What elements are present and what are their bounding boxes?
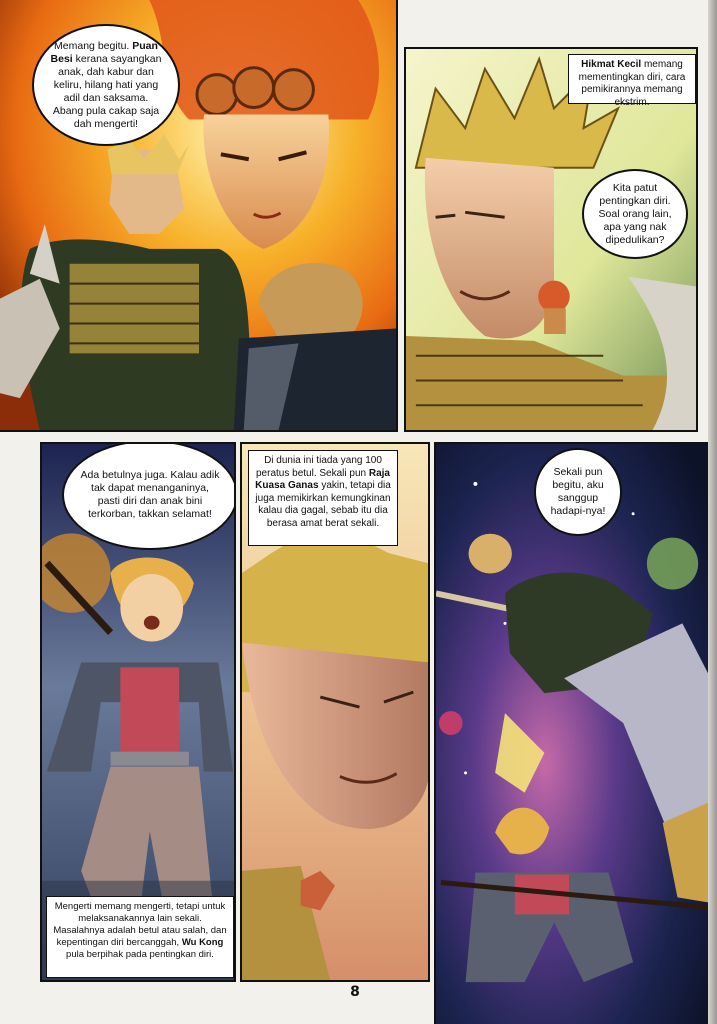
caption-text-part: pula berpihak pada pentingkan diri. <box>66 949 214 960</box>
panel-2 <box>404 47 698 432</box>
panel-2-caption <box>568 54 696 108</box>
caption-text: memang mementingkan diri, cara pemikirannya memang ekstrim. <box>578 59 686 108</box>
panel-1-speech-bubble <box>32 24 180 146</box>
caption-text-part: Di dunia ini tiada yang 100 peratus betul. Sekali pun <box>256 455 382 479</box>
panel-3-caption <box>46 896 234 978</box>
bubble-text: Kita patut pentingkan diri. Soal orang lain, apa yang nak dipedulikan? <box>598 181 672 246</box>
scan-edge <box>708 0 717 1024</box>
bubble-text-part: Memang begitu. <box>54 39 130 52</box>
character-name: Puan Besi <box>50 39 158 65</box>
character-name: Raja Kuasa Ganas <box>255 467 390 491</box>
panel-5-speech-bubble <box>534 448 622 536</box>
bubble-text-part: kerana sayangkan anak, dah kabur dan keliru, hilang hati yang adil dan saksama. Abang pula cakap saja dah mengerti! <box>52 52 162 130</box>
character-name: Wu Kong <box>181 937 224 948</box>
panel-3-speech-bubble <box>62 442 236 550</box>
page-number: 8 <box>350 984 360 1000</box>
panel-1 <box>0 0 398 432</box>
panel-2-speech-bubble <box>582 169 688 259</box>
panel-4-caption <box>248 450 398 546</box>
caption-text-part: Mengerti memang mengerti, tetapi untuk melaksanakannya lain sekali. Masalahnya adalah betul atau salah, dan kepentingan diri bercanggah, <box>53 901 227 948</box>
panel-1-bubble-text <box>48 40 164 131</box>
caption-text-part: yakin, tetapi dia juga memikirkan kemungkinan kalau dia gagal, sebab itu dia berasa amat berat sekali. <box>255 480 391 529</box>
bubble-text: Ada betulnya juga. Kalau adik tak dapat menanganinya, pasti diri dan anak bini terkorban, takkan selamat! <box>80 469 220 520</box>
panel-3 <box>40 442 236 982</box>
character-name: Hikmat Kecil <box>581 59 642 70</box>
panel-5 <box>434 442 710 1024</box>
bubble-text: Sekali pun begitu, aku sanggup hadapi-nya! <box>550 466 606 517</box>
panel-4 <box>240 442 430 982</box>
